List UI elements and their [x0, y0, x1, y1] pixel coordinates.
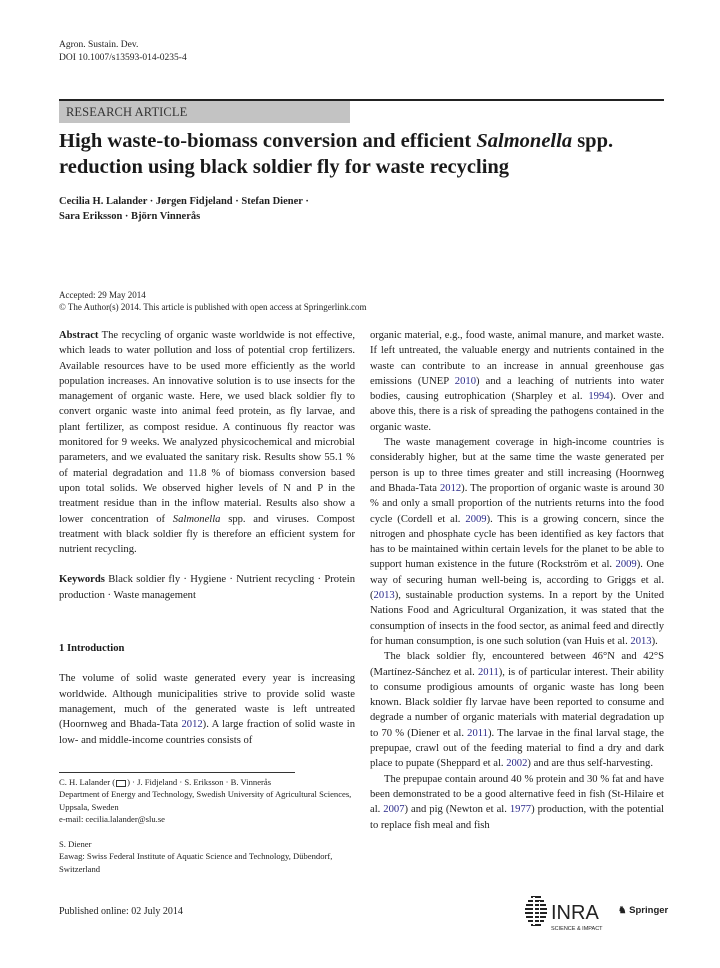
authors-line-2: Sara Eriksson · Björn Vinnerås — [59, 211, 201, 222]
intro-paragraph-4: The prepupae contain around 40 % protein and 30 % fat and have been demonstrated to be a good alternative feed in fish (St-Hilaire et al. 2007) and pig (Newton et al. 1977) production, with the potential to replace fish meal and fish — [370, 773, 664, 831]
citation-link[interactable]: 2009 — [615, 559, 637, 571]
inra-logo — [525, 892, 620, 936]
citation-link[interactable]: 2007 — [383, 804, 405, 816]
left-column — [59, 328, 355, 748]
citation-link[interactable]: 2010 — [454, 375, 476, 387]
authors-line-1: Cecilia H. Lalander · Jørgen Fidjeland · Stefan Diener · — [59, 196, 309, 207]
journal-header — [59, 39, 187, 65]
published-online-date: Published online: 02 July 2014 — [59, 906, 183, 917]
footnote-rule — [59, 772, 295, 773]
affiliation-2-name: S. Diener — [59, 839, 92, 849]
affiliation-1 — [59, 776, 355, 826]
abstract: Abstract The recycling of organic waste worldwide is not effective, which leads to water pollution and loss of potential crop fertilizers. Available resources have to be used more efficiently as the world population increases. An innovative solution is to use insects for the management of organic waste. Here, we used black soldier fly to convert organic waste into animal feed protein, as fly larvae, and plant fertilizer, as compost residue. A continuous fly reactor was monitored for 9 weeks. We analyzed physicochemical and microbial parameters, and we evaluated the sanitary risk. Results show 55.1 % of material degradation and 11.8 % of biomass conversion based upon total solids. We observed higher levels of N and P in the treatment residue than in the inflow material. Results also show a lower concentration of Salmonella spp. and viruses. Compost treatment with black soldier fly is therefore an efficient system for nutrient recycling. — [59, 330, 355, 556]
envelope-icon[interactable] — [116, 780, 126, 787]
affiliation-1-names: C. H. Lalander ( ) · J. Fidjeland · S. Eriksson · B. Vinnerås — [59, 777, 272, 787]
affiliation-1-department: Department of Energy and Technology, Swedish University of Agricultural Sciences, Uppsala, Sweden — [59, 789, 352, 812]
keywords: Keywords Black soldier fly · Hygiene · Nutrient recycling · Protein production · Waste management — [59, 574, 355, 601]
section-heading-introduction: 1 Introduction — [59, 643, 125, 655]
inra-wordmark: INRA — [551, 902, 599, 924]
inra-globe-icon — [525, 892, 620, 936]
author-list — [59, 194, 459, 224]
intro-paragraph-1: The volume of solid waste generated every year is increasing worldwide. Although municipalities strive to provide solid waste management, much of the generated waste is left untreated (Hoornweg and Bhada-Tata 2012). A large fraction of solid waste in low- and middle-income countries consists of — [59, 673, 355, 746]
corresponding-email[interactable]: e-mail: cecilia.lalander@slu.se — [59, 814, 165, 825]
article-type-banner: RESEARCH ARTICLE — [59, 101, 350, 123]
svg-text:SCIENCE & IMPACT: SCIENCE & IMPACT — [551, 926, 603, 932]
citation-link[interactable]: 2013 — [630, 635, 652, 647]
right-column — [370, 328, 664, 833]
springer-logo: ♞ Springer — [618, 905, 669, 916]
citation-link[interactable]: 2009 — [465, 513, 487, 525]
abstract-label: Abstract — [59, 330, 99, 341]
accepted-date: Accepted: 29 May 2014 — [59, 290, 146, 300]
citation-link[interactable]: 1977 — [509, 804, 532, 816]
doi[interactable]: DOI 10.1007/s13593-014-0235-4 — [59, 53, 187, 63]
copyright-notice: © The Author(s) 2014. This article is published with open access at Springerlink.com — [59, 302, 367, 312]
citation-link[interactable]: 2012 — [439, 482, 462, 494]
affiliation-2-department: Eawag: Swiss Federal Institute of Aquatic Science and Technology, Dübendorf, Switzerland — [59, 851, 333, 874]
springer-horse-icon: ♞ — [618, 905, 627, 916]
journal-name: Agron. Sustain. Dev. — [59, 40, 139, 50]
publication-dates — [59, 289, 479, 313]
citation-link[interactable]: 2012 — [181, 719, 203, 731]
paper-title: High waste-to-biomass conversion and efficient Salmonella spp. reduction using black soldier fly for waste recycling — [59, 130, 614, 178]
intro-paragraph-1-cont: organic material, e.g., food waste, animal manure, and market waste. If left untreated, the valuable energy and nutrients contained in the waste can contribute to an increase in annual greenhouse gas emissions (UNEP 2010) and a leaching of nutrients into water bodies, causing eutrophication (Sharpley et al. 1994). Over and above this, there is a risk of spreading the pathogens contained in the organic waste. — [370, 330, 664, 433]
citation-link[interactable]: 2002 — [506, 758, 528, 770]
affiliation-2 — [59, 838, 355, 875]
intro-paragraph-2: The waste management coverage in high-income countries is considerably higher, but at the same time the waste generated per person is up to three times greater and still increasing (Hoornweg and Bhada-Tata 2012). The proportion of organic waste is around 30 % and only a small proportion of the nutrients returns into the food cycle (Cordell et al. 2009). This is a growing concern, since the nitrogen and phosphate cycle has been identified as key factors that has to be maintained within certain levels for the planet to be able to support human existence in the future (Rockström et al. 2009). One way of securing human well-being is, according to Griggs et al. (2013), sustainable production systems. In a report by the United Nations Food and Agricultural Organization, it was stated that the consumption of insects in the food sector, as animal feed and directly for human consumption, is one such solution (van Huis et al. 2013). — [370, 437, 664, 647]
citation-link[interactable]: 2011 — [477, 666, 499, 678]
citation-link[interactable]: 2013 — [373, 590, 395, 602]
citation-link[interactable]: 1994 — [588, 391, 610, 403]
intro-paragraph-3: The black soldier fly, encountered between 46°N and 42°S (Martínez-Sánchez et al. 2011), is of particular interest. Their ability to consume prodigious amounts of organic waste has long been known. Black soldier fly larvae have been reported to consume and degrade a number of organic materials with material degradation up to 70 % (Diener et al. 2011). The larvae in the final larval stage, the prepupae, crawl out of the feeding material to find a dry and dark place to pupate (Sheppard et al. 2002) and are thus self-harvesting. — [370, 651, 664, 770]
keywords-label: Keywords — [59, 574, 105, 586]
citation-link[interactable]: 2011 — [467, 727, 488, 739]
